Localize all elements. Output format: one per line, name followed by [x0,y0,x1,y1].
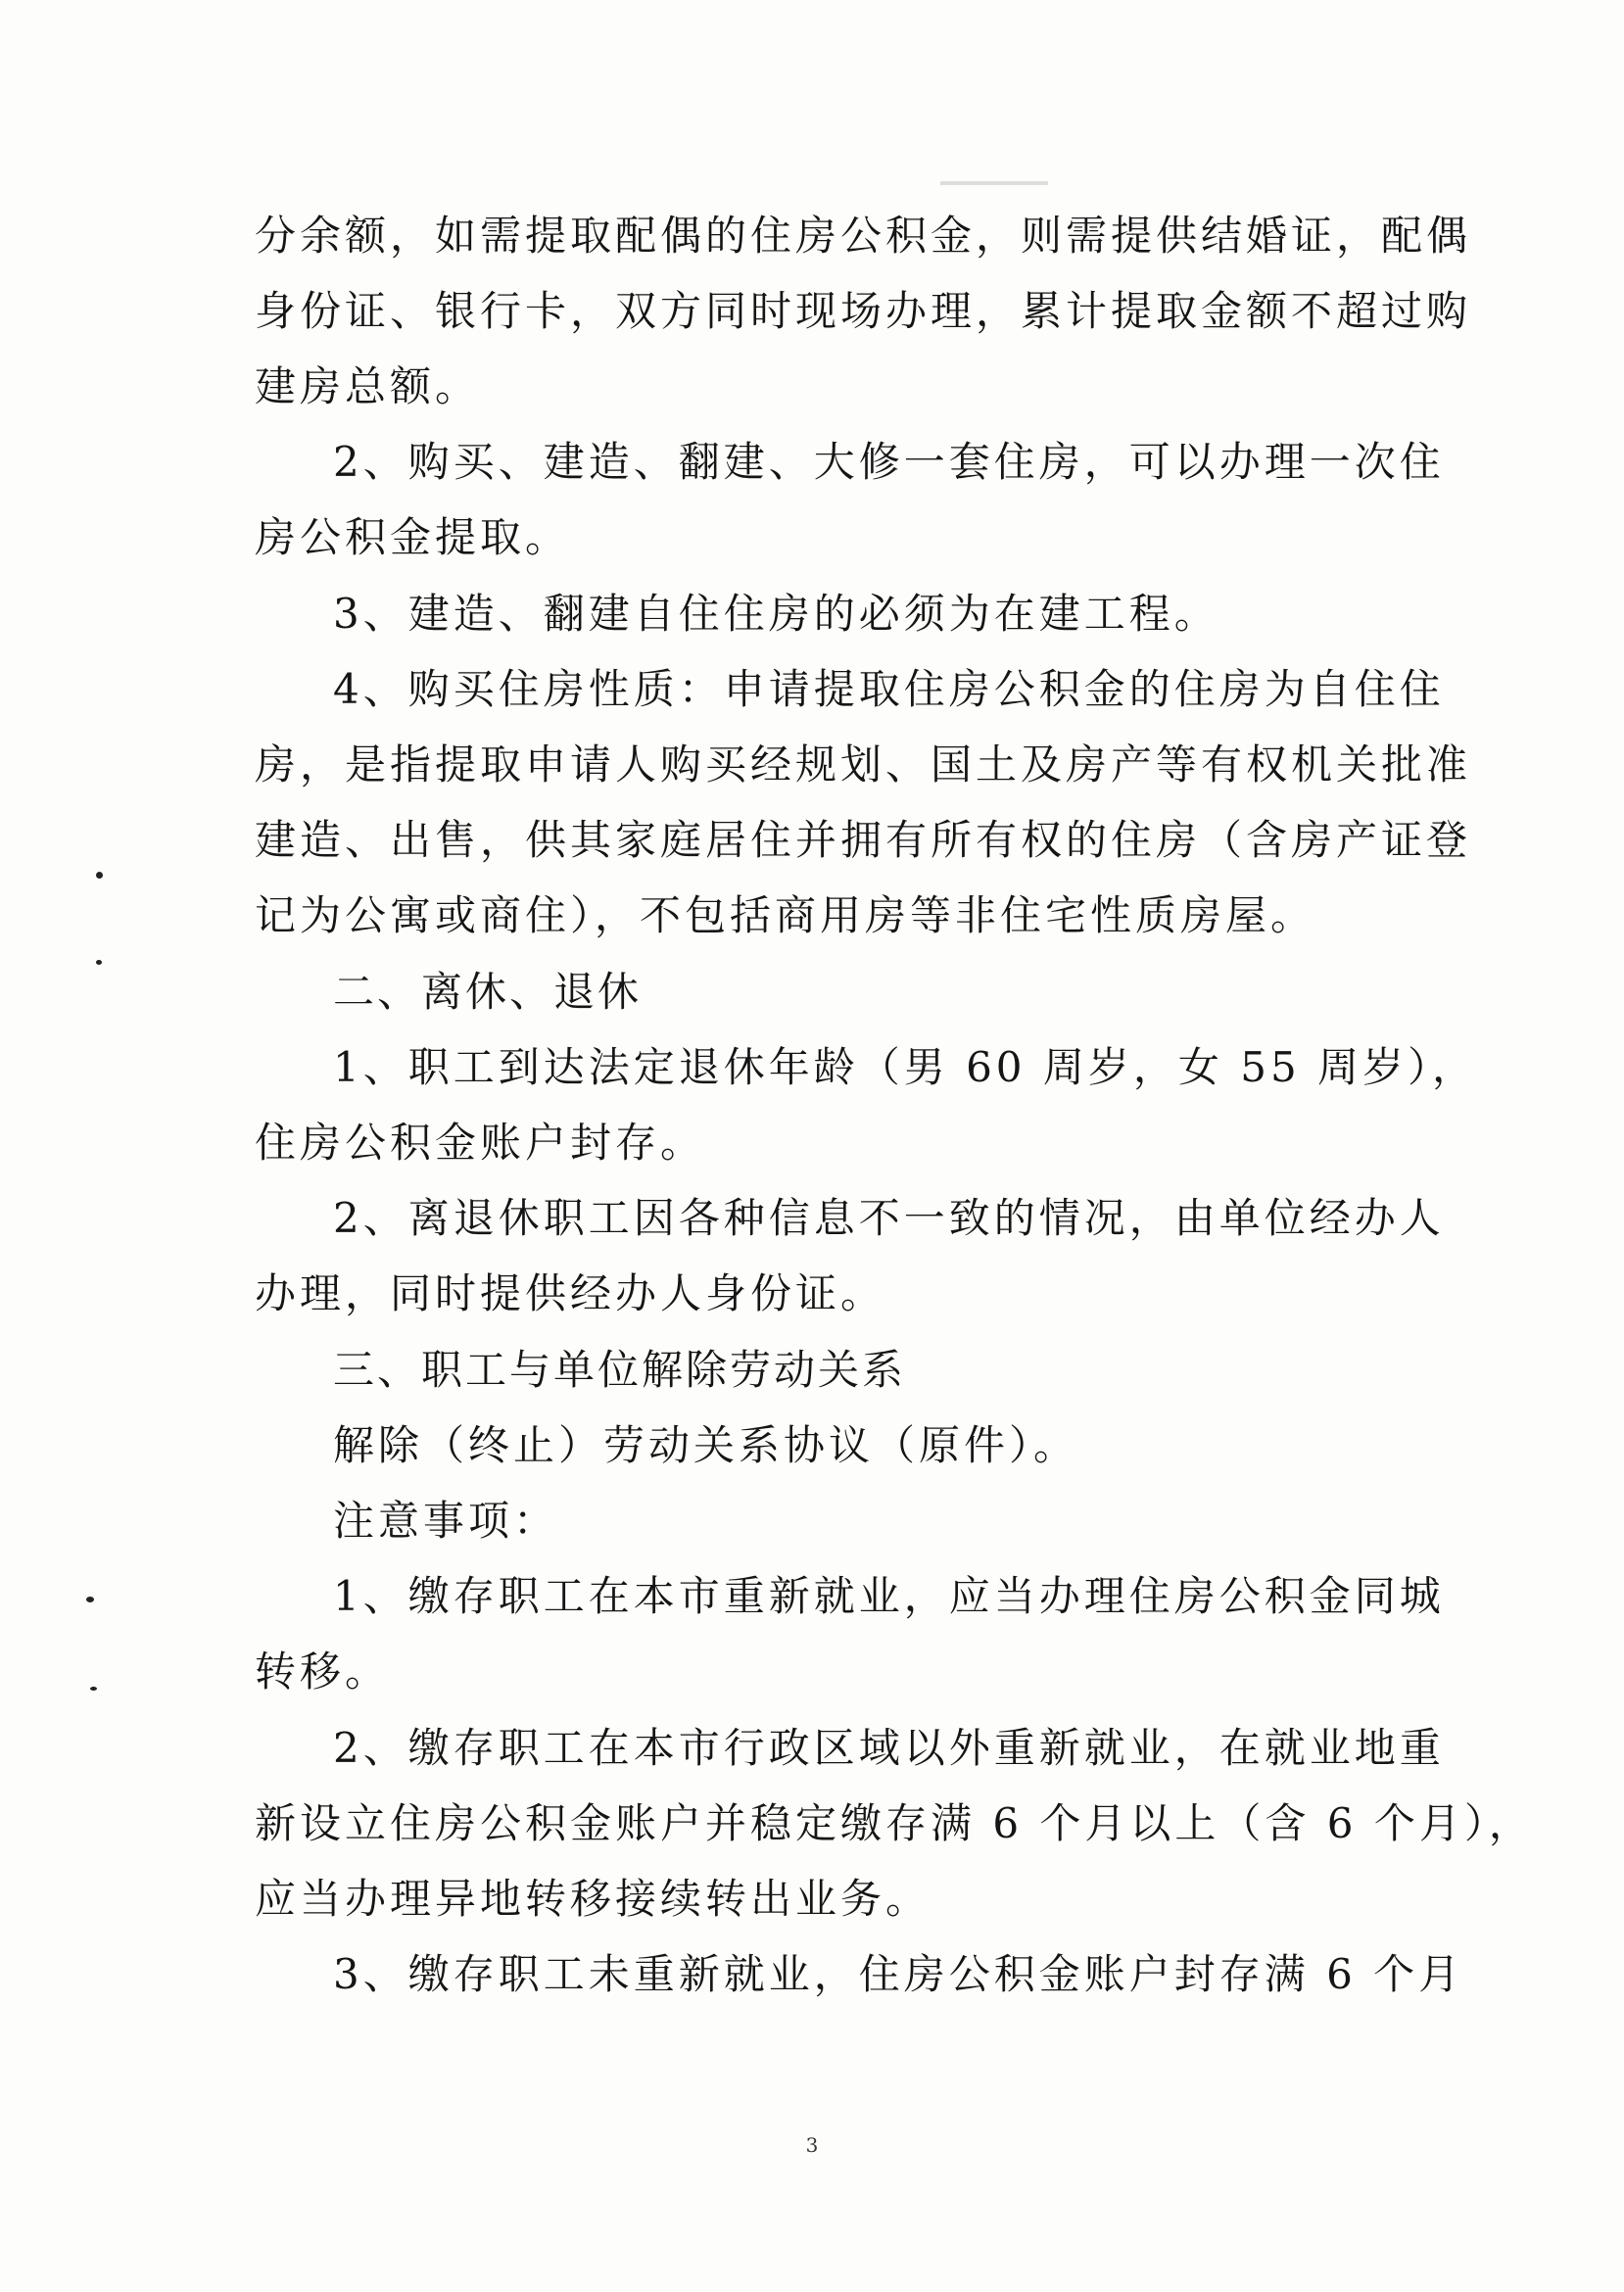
scan-speck [96,960,102,965]
body-line: 身份证、银行卡，双方同时现场办理，累计提取金额不超过购 [255,287,1472,335]
body-line: 1、缴存职工在本市重新就业，应当办理住房公积金同城 [333,1572,1445,1620]
faint-stamp-trace [940,176,1048,190]
body-line: 4、购买住房性质：申请提取住房公积金的住房为自住住 [333,665,1445,713]
section-heading: 三、职工与单位解除劳动关系 [333,1346,907,1394]
body-line: 解除（终止）劳动关系协议（原件）。 [333,1421,1079,1469]
body-line: 2、购买、建造、翻建、大修一套住房，可以办理一次住 [333,438,1445,486]
body-line: 建房总额。 [255,362,481,410]
body-line: 新设立住房公积金账户并稳定缴存满 6 个月以上（含 6 个月）， [255,1799,1534,1847]
body-line: 2、离退休职工因各种信息不一致的情况，由单位经办人 [333,1194,1445,1242]
body-line: 住房公积金账户封存。 [255,1119,706,1167]
body-line: 办理，同时提供经办人身份证。 [255,1269,886,1317]
scan-speck [86,1597,94,1602]
body-line: 3、缴存职工未重新就业，住房公积金账户封存满 6 个月 [333,1950,1464,1998]
body-line: 房，是指提取申请人购买经规划、国土及房产等有权机关批准 [255,740,1472,788]
body-line: 建造、出售，供其家庭居住并拥有所有权的住房（含房产证登 [255,816,1472,864]
body-line: 转移。 [255,1647,391,1695]
page-number: 3 [805,2133,819,2157]
scan-speck [90,1687,97,1691]
body-line: 应当办理异地转移接续转出业务。 [255,1875,931,1923]
body-line: 记为公寓或商住），不包括商用房等非住宅性质房屋。 [255,891,1316,939]
body-line: 房公积金提取。 [255,513,571,561]
body-line: 3、建造、翻建自住住房的必须为在建工程。 [333,590,1219,638]
notes-label: 注意事项： [333,1497,559,1545]
body-line: 分余额，如需提取配偶的住房公积金，则需提供结婚证，配偶 [255,212,1472,260]
scan-speck [96,872,103,879]
body-line: 1、职工到达法定退休年龄（男 60 周岁，女 55 周岁）， [333,1043,1478,1091]
body-line: 2、缴存职工在本市行政区域以外重新就业，在就业地重 [333,1724,1445,1772]
section-heading: 二、离休、退休 [333,968,643,1016]
